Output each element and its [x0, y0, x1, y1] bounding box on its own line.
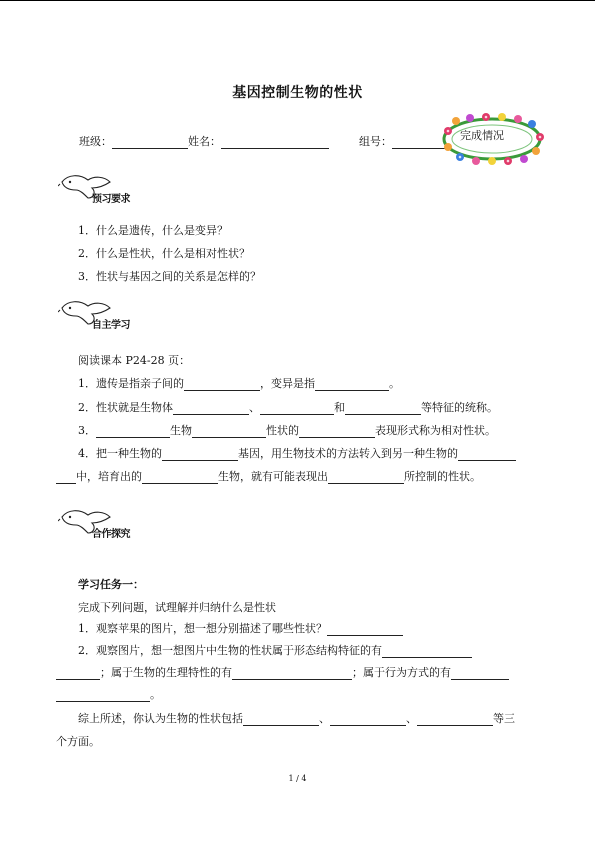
- task-q1: 1．观察苹果的图片，想一想分别描述了哪些性状？: [78, 620, 403, 636]
- self-study-q2: 2．性状就是生物体 、 和 等特征的统称。: [78, 401, 498, 414]
- section-preview: [58, 172, 138, 206]
- name-label: 姓名：: [188, 135, 221, 148]
- student-info-row: [79, 133, 450, 149]
- answer-blank[interactable]: [260, 402, 334, 415]
- completion-badge: [438, 113, 546, 165]
- section-self-study-label: 自主学习: [92, 320, 130, 331]
- answer-blank[interactable]: [56, 471, 76, 484]
- answer-blank[interactable]: [184, 378, 260, 391]
- answer-blank[interactable]: [327, 623, 403, 636]
- answer-blank[interactable]: [417, 713, 493, 726]
- self-study-q4-line2: 中，培育出的 生物，就有可能表现出 所控制的性状。: [56, 468, 481, 484]
- answer-blank[interactable]: [328, 471, 404, 484]
- task-summary-line1: 综上所述，你认为生物的性状包括 、 、 等三: [78, 712, 515, 725]
- top-rule: [0, 0, 595, 1]
- completion-badge-text: 完成情况: [460, 129, 504, 142]
- self-study-intro: 阅读课本 P24-28 页：: [78, 354, 191, 367]
- answer-blank[interactable]: [345, 402, 421, 415]
- answer-blank[interactable]: [142, 471, 218, 484]
- answer-blank[interactable]: [173, 402, 249, 415]
- self-study-q3: 3． 生物 性状的 表现形式称为相对性状。: [78, 424, 496, 437]
- answer-blank[interactable]: [192, 425, 266, 438]
- self-study-q4-line1: 4．把一种生物的 基因，用生物技术的方法转入到另一种生物的: [78, 445, 516, 461]
- answer-blank[interactable]: [458, 448, 516, 461]
- page-title: 基因控制生物的性状: [232, 85, 363, 101]
- page-number: 1 / 4: [288, 774, 307, 783]
- task-q2-line1: 2．观察图片，想一想图片中生物的性状属于形态结构特征的有: [78, 642, 472, 658]
- answer-blank[interactable]: [56, 689, 150, 702]
- answer-blank[interactable]: [330, 713, 406, 726]
- answer-blank[interactable]: [232, 667, 352, 680]
- task-q2-line2: ；属于生物的生理特性的有 ；属于行为方式的有: [56, 664, 509, 680]
- section-preview-label: 预习要求: [92, 194, 130, 205]
- answer-blank[interactable]: [382, 645, 472, 658]
- answer-blank[interactable]: [96, 425, 170, 438]
- group-label: 组号：: [359, 135, 392, 148]
- class-blank[interactable]: [112, 136, 188, 149]
- self-study-q1: 1．遗传是指亲子间的 ，变异是指 。: [78, 377, 400, 390]
- answer-blank[interactable]: [56, 667, 100, 680]
- preview-item: 3．性状与基因之间的关系是怎样的？: [78, 270, 261, 283]
- answer-blank[interactable]: [451, 667, 509, 680]
- section-self-study: [58, 298, 138, 332]
- task-q2-line3: 。: [56, 686, 161, 702]
- preview-item: 2．什么是性状，什么是相对性状？: [78, 247, 250, 260]
- answer-blank[interactable]: [243, 713, 319, 726]
- preview-item: 1．什么是遗传，什么是变异？: [78, 224, 228, 237]
- answer-blank[interactable]: [162, 448, 238, 461]
- task-summary-line2: 个方面。: [56, 735, 100, 748]
- section-cooperate-label: 合作探究: [92, 529, 130, 540]
- name-blank[interactable]: [221, 136, 329, 149]
- section-cooperate: [58, 507, 138, 541]
- task-heading: 学习任务一：: [78, 578, 144, 591]
- answer-blank[interactable]: [299, 425, 375, 438]
- task-intro: 完成下列问题，试理解并归纳什么是性状: [78, 601, 276, 614]
- class-label: 班级：: [79, 135, 112, 148]
- answer-blank[interactable]: [315, 378, 389, 391]
